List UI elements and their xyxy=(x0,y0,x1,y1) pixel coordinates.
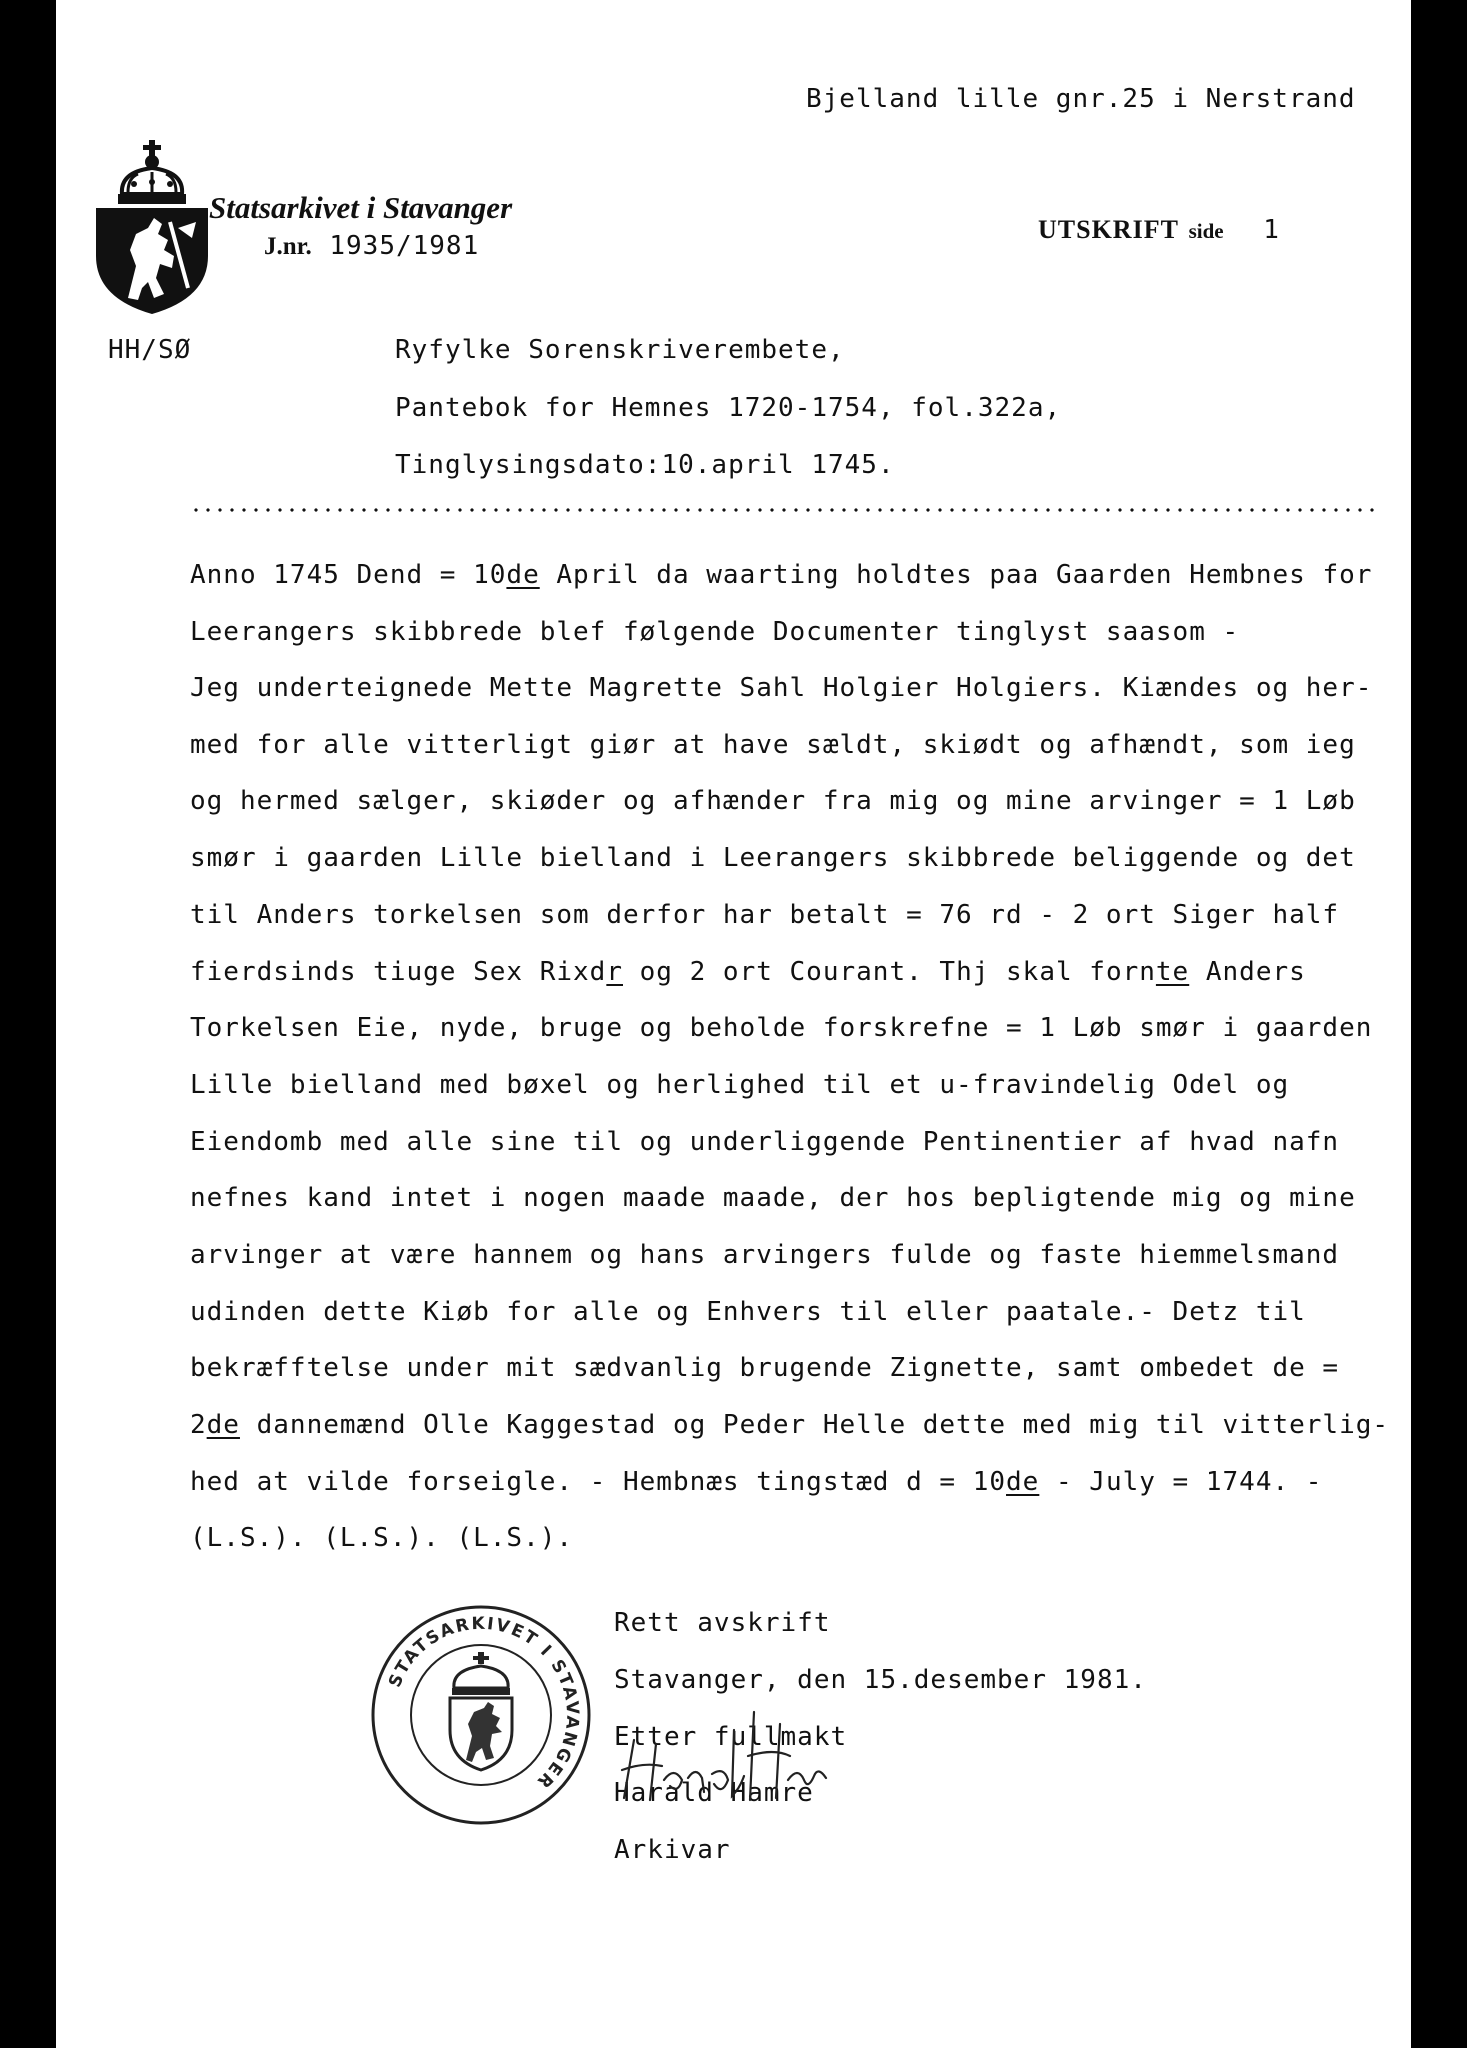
initials: HH/SØ xyxy=(108,335,192,365)
body-line-10: Lille bielland med bøxel og herlighed til et u-fravindelig Odel og xyxy=(190,1070,1290,1100)
body-line-7: til Anders torkelsen som derfor har betalt = 76 rd - 2 ort Siger half xyxy=(190,900,1340,930)
source-line-2: Pantebok for Hemnes 1720-1754, fol.322a, xyxy=(395,393,1062,423)
document-page xyxy=(56,0,1411,2048)
body-line-5: og hermed sælger, skiøder og afhænder fra mig og mine arvinger = 1 Løb xyxy=(190,786,1356,816)
side-label: side xyxy=(1188,219,1224,243)
coat-of-arms-logo xyxy=(92,138,212,316)
body-line-16: 2de dannemænd Olle Kaggestad og Peder Helle dette med mig til vitterlig- xyxy=(190,1410,1390,1440)
journal-value: 1935/1981 xyxy=(329,231,480,261)
dotted-separator xyxy=(190,508,1380,512)
svg-text:STATSARKIVET I STAVANGER xyxy=(385,1614,582,1793)
body-line-8: fierdsinds tiuge Sex Rixdr og 2 ort Courant. Thj skal fornte Anders xyxy=(190,957,1306,987)
closing-line-4: Harald Hamre xyxy=(614,1778,814,1808)
seal-ring-text: STATSARKIVET I STAVANGER xyxy=(385,1613,583,1793)
archive-seal-stamp xyxy=(366,1600,596,1830)
source-line-1: Ryfylke Sorenskriverembete, xyxy=(395,335,845,365)
body-line-15: bekræfftelse under mit sædvanlig brugende Zignette, samt ombedet de = xyxy=(190,1353,1340,1383)
body-line-1: Anno 1745 Dend = 10de April da waarting holdtes paa Gaarden Hembnes for xyxy=(190,560,1373,590)
body-line-14: udinden dette Kiøb for alle og Enhvers til eller paatale.- Detz til xyxy=(190,1297,1306,1327)
closing-line-3: Etter fullmakt xyxy=(614,1722,848,1752)
closing-line-2: Stavanger, den 15.desember 1981. xyxy=(614,1665,1147,1695)
closing-line-1: Rett avskrift xyxy=(614,1608,831,1638)
body-line-6: smør i gaarden Lille bielland i Leerangers skibbrede beliggende og det xyxy=(190,843,1356,873)
body-line-17: hed at vilde forseigle. - Hembnæs tingstæd d = 10de - July = 1744. - xyxy=(190,1467,1323,1497)
page-number: 1 xyxy=(1263,215,1280,245)
closing-line-5: Arkivar xyxy=(614,1835,731,1865)
utskrift-label: UTSKRIFT xyxy=(1038,215,1179,244)
journal-label: J.nr. xyxy=(264,233,312,260)
body-line-12: nefnes kand intet i nogen maade maade, der hos bepligtende mig og mine xyxy=(190,1183,1356,1213)
body-line-3: Jeg underteignede Mette Magrette Sahl Holgier Holgiers. Kiændes og her- xyxy=(190,673,1373,703)
body-line-18: (L.S.). (L.S.). (L.S.). xyxy=(190,1523,574,1553)
source-line-3: Tinglysingsdato:10.april 1745. xyxy=(395,450,895,480)
body-line-13: arvinger at være hannem og hans arvingers fulde og faste hiemmelsmand xyxy=(190,1240,1340,1270)
handwritten-signature xyxy=(604,1700,834,1810)
journal-number xyxy=(264,231,479,261)
body-line-4: med for alle vitterligt giør at have sældt, skiødt og afhændt, som ieg xyxy=(190,730,1356,760)
utskrift-header xyxy=(1038,215,1280,245)
body-line-11: Eiendomb med alle sine til og underliggende Pentinentier af hvad nafn xyxy=(190,1127,1340,1157)
archive-name: Statsarkivet i Stavanger xyxy=(209,190,513,225)
body-line-9: Torkelsen Eie, nyde, bruge og beholde forskrefne = 1 Løb smør i gaarden xyxy=(190,1013,1373,1043)
property-title: Bjelland lille gnr.25 i Nerstrand xyxy=(806,84,1356,114)
body-line-2: Leerangers skibbrede blef følgende Documenter tinglyst saasom - xyxy=(190,617,1240,647)
